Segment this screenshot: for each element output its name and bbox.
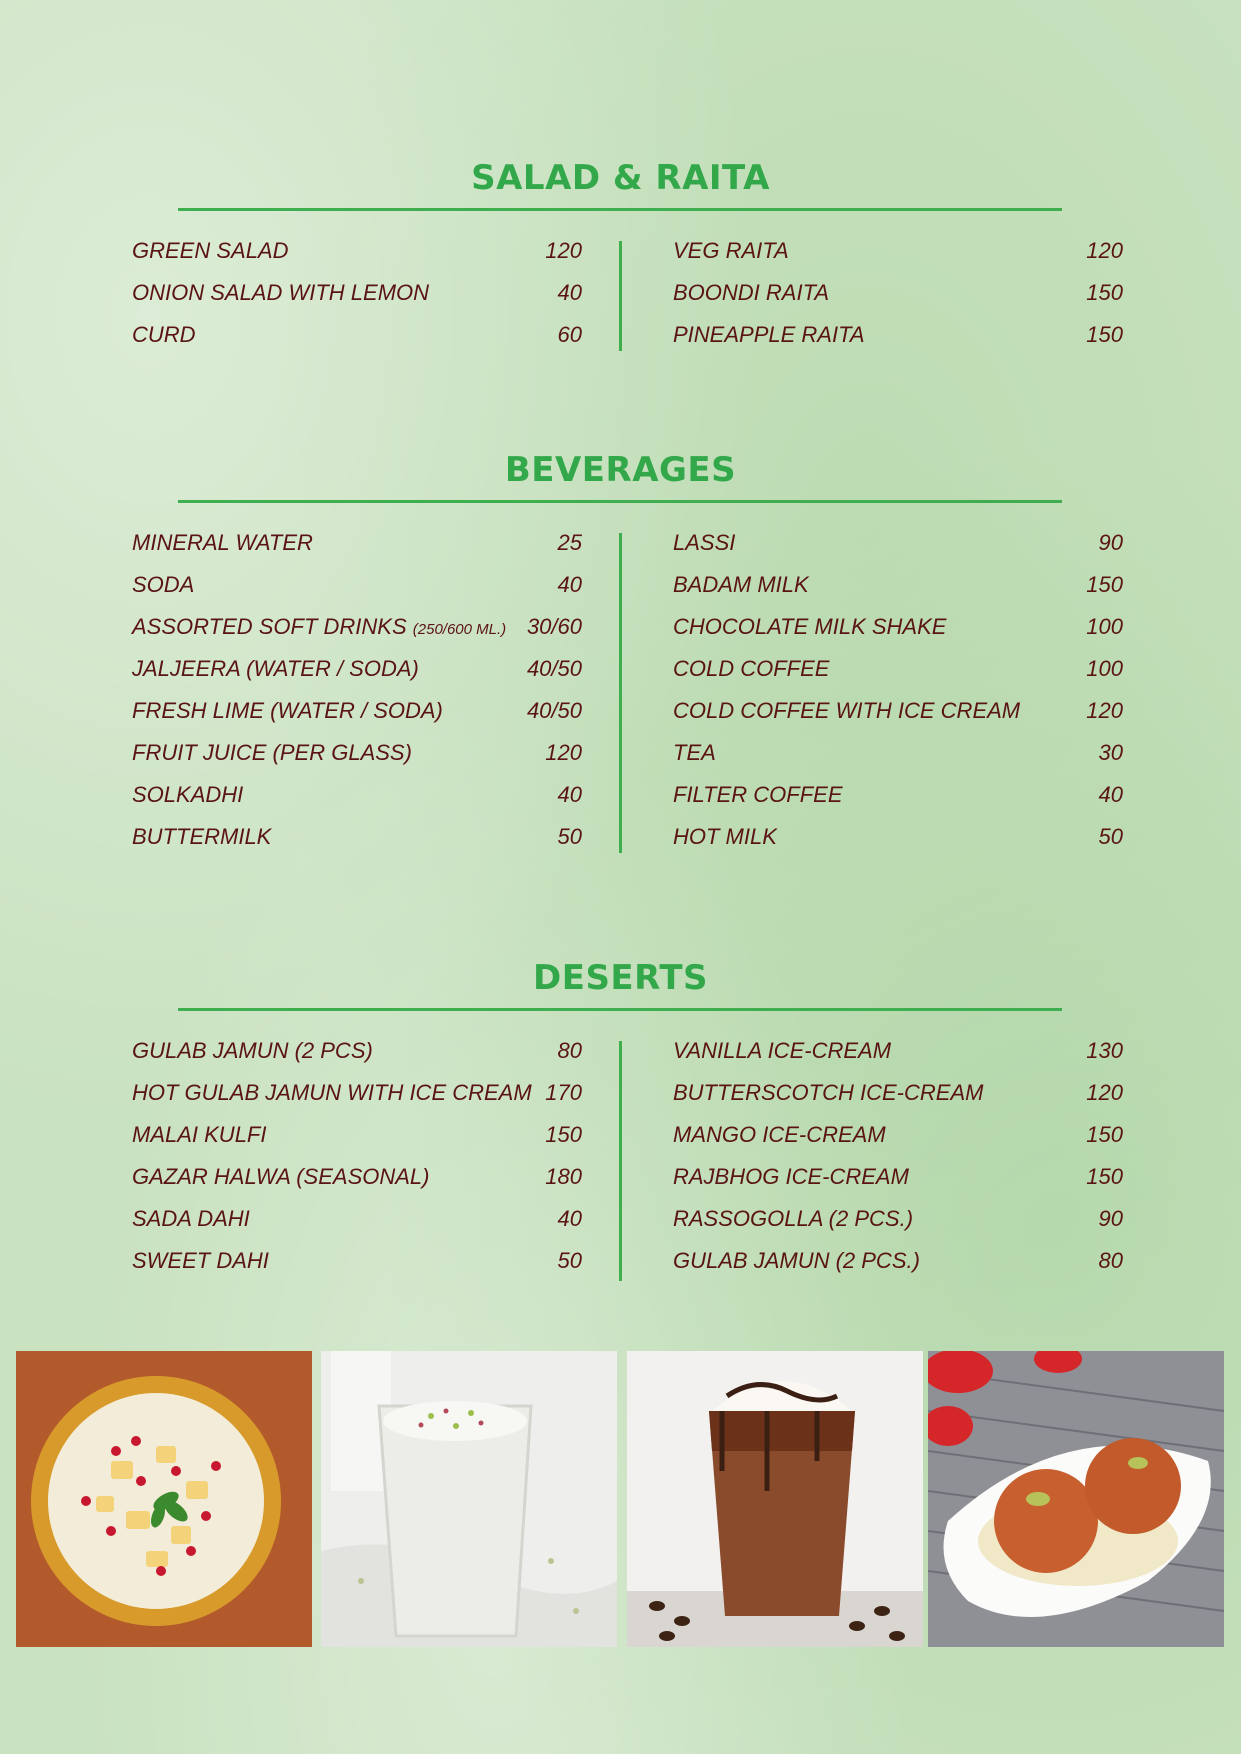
menu-item-label: VANILLA ICE-CREAM [673,1038,892,1063]
menu-item-price: 50 [1098,824,1123,849]
menu-item-name [132,530,313,556]
menu-item-price: 120 [1086,1080,1123,1105]
menu-item [132,280,582,322]
menu-item-label: HOT MILK [673,824,777,849]
menu-item-label: JALJEERA (WATER / SODA) [132,656,419,681]
menu-column-deserts-left [132,1038,582,1290]
menu-item-price: 90 [1098,530,1123,555]
menu-item-name [673,614,946,640]
menu-item [673,322,1123,364]
menu-item [673,1122,1123,1164]
menu-item-label: MANGO ICE-CREAM [673,1122,886,1147]
menu-item [132,614,582,656]
menu-item-name [132,572,194,598]
menu-item-price: 50 [557,1248,582,1273]
menu-item-label: BOONDI RAITA [673,280,830,305]
menu-item-price: 30 [1098,740,1123,765]
menu-item-price: 120 [545,238,582,263]
menu-item-name [673,238,789,264]
menu-item-name [132,698,443,724]
menu-item-label: CURD [132,322,196,347]
column-separator [619,1041,622,1281]
menu-column-beverages-right [673,530,1123,866]
menu-item-price: 130 [1086,1038,1123,1063]
menu-item [132,698,582,740]
menu-item-name [673,280,829,306]
section-title-salad-raita: SALAD & RAITA [471,158,770,198]
menu-item [132,740,582,782]
menu-item-label: FRUIT JUICE (PER GLASS) [132,740,412,765]
section-title-deserts: DESERTS [533,958,708,998]
menu-item-name [673,1122,886,1148]
menu-column-salad-right [673,238,1123,364]
menu-column-deserts-right [673,1038,1123,1290]
menu-item [132,322,582,364]
menu-item-price: 60 [557,322,582,347]
menu-item-price: 40/50 [526,656,582,681]
lassi-glass-photo [321,1351,617,1647]
menu-item [673,1206,1123,1248]
menu-item [673,1038,1123,1080]
menu-item [673,614,1123,656]
menu-item-name [673,572,809,598]
gulab-jamun-photo [928,1351,1224,1647]
menu-item [132,572,582,614]
menu-item-name [673,322,865,348]
menu-item-label: ONION SALAD WITH LEMON [132,280,430,305]
menu-item-price: 150 [1086,1122,1123,1147]
menu-item-price: 40 [557,1206,582,1231]
menu-item-name [673,824,777,850]
menu-item-price: 150 [1086,572,1123,597]
menu-item-name [132,656,419,682]
menu-item-label: BUTTERMILK [132,824,272,849]
raita-bowl-photo [16,1351,312,1647]
menu-item [132,1080,582,1122]
menu-item-label: RAJBHOG ICE-CREAM [673,1164,909,1189]
menu-item-label: BADAM MILK [673,572,809,597]
menu-item-name [673,1164,909,1190]
section-title-beverages: BEVERAGES [504,450,737,490]
divider-rule [178,500,1062,503]
menu-item [132,1164,582,1206]
menu-item [673,280,1123,322]
menu-item-price: 40 [1098,782,1123,807]
menu-item-name [673,656,829,682]
menu-item-label: COLD COFFEE WITH ICE CREAM [673,698,1021,723]
menu-item-price: 40 [557,280,582,305]
menu-item-name [673,698,1020,724]
divider-rule [178,1008,1062,1011]
menu-item-label: FILTER COFFEE [673,782,843,807]
menu-item-name [132,782,243,808]
menu-item [132,530,582,572]
menu-item-label: SADA DAHI [132,1206,250,1231]
column-separator [619,533,622,853]
menu-item-name [673,782,843,808]
menu-item-name [132,1080,532,1106]
menu-item-label: VEG RAITA [673,238,789,263]
menu-item-label: SOLKADHI [132,782,244,807]
menu-item [132,656,582,698]
menu-item-label: BUTTERSCOTCH ICE-CREAM [673,1080,984,1105]
menu-item-price: 40 [557,782,582,807]
menu-item-price: 150 [1086,280,1123,305]
menu-item-name [673,1080,983,1106]
menu-item-note: (250/600 ML.) [412,621,507,638]
menu-item [673,530,1123,572]
menu-item-label: SWEET DAHI [132,1248,269,1273]
menu-item-name [132,1038,373,1064]
menu-item-name [132,1164,429,1190]
menu-item [673,740,1123,782]
menu-item [673,1248,1123,1290]
cold-coffee-photo [627,1351,923,1647]
menu-item-name [673,1038,891,1064]
menu-item-price: 50 [557,824,582,849]
menu-item-price: 120 [1086,698,1123,723]
menu-item-name [132,614,506,640]
menu-item-name [132,322,196,348]
menu-item-price: 150 [545,1122,582,1147]
menu-item-price: 40 [557,572,582,597]
menu-item-label: TEA [673,740,716,765]
menu-item-name [673,740,716,766]
menu-item [132,1248,582,1290]
menu-item [673,698,1123,740]
menu-item-name [132,824,271,850]
menu-item-label: PINEAPPLE RAITA [673,322,865,347]
menu-item-price: 150 [1086,1164,1123,1189]
menu-item-price: 25 [557,530,582,555]
menu-item-name [132,740,412,766]
menu-item-label: GAZAR HALWA (SEASONAL) [132,1164,430,1189]
menu-item [132,1122,582,1164]
menu-column-salad-left [132,238,582,364]
menu-item [132,238,582,280]
menu-item [132,824,582,866]
menu-item [673,238,1123,280]
menu-item-price: 80 [557,1038,582,1063]
menu-item-price: 100 [1086,656,1123,681]
menu-item-name [673,530,735,556]
menu-item-label: MALAI KULFI [132,1122,267,1147]
menu-item-name [132,238,289,264]
menu-item-price: 170 [545,1080,582,1105]
menu-item-label: CHOCOLATE MILK SHAKE [673,614,947,639]
menu-item-price: 100 [1086,614,1123,639]
menu-item-label: GULAB JAMUN (2 PCS) [132,1038,373,1063]
menu-item-price: 80 [1098,1248,1123,1273]
menu-item-name [673,1248,920,1274]
menu-item-label: MINERAL WATER [132,530,313,555]
menu-item-price: 150 [1086,322,1123,347]
menu-item-label: ASSORTED SOFT DRINKS [132,614,407,639]
menu-item-label: GREEN SALAD [132,238,289,263]
menu-item [132,1206,582,1248]
menu-item-label: SODA [132,572,195,597]
menu-item [132,1038,582,1080]
menu-item-name [132,1122,266,1148]
menu-item-price: 120 [545,740,582,765]
menu-column-beverages-left [132,530,582,866]
menu-item-price: 30/60 [526,614,582,639]
menu-item [673,824,1123,866]
menu-item-label: FRESH LIME (WATER / SODA) [132,698,443,723]
menu-item-name [132,1206,250,1232]
menu-item-label: HOT GULAB JAMUN WITH ICE CREAM [132,1080,532,1105]
column-separator [619,241,622,351]
menu-item-name [132,1248,269,1274]
menu-item [132,782,582,824]
menu-item-label: LASSI [673,530,736,555]
menu-item [673,1080,1123,1122]
menu-item [673,782,1123,824]
divider-rule [178,208,1062,211]
menu-item-price: 180 [545,1164,582,1189]
menu-item-price: 120 [1086,238,1123,263]
menu-item-price: 90 [1098,1206,1123,1231]
menu-item [673,572,1123,614]
menu-item-name [673,1206,913,1232]
menu-item [673,656,1123,698]
menu-item-label: GULAB JAMUN (2 PCS.) [673,1248,920,1273]
menu-item-label: COLD COFFEE [673,656,830,681]
menu-item [673,1164,1123,1206]
menu-item-name [132,280,429,306]
menu-item-label: RASSOGOLLA (2 PCS.) [673,1206,914,1231]
menu-item-price: 40/50 [526,698,582,723]
